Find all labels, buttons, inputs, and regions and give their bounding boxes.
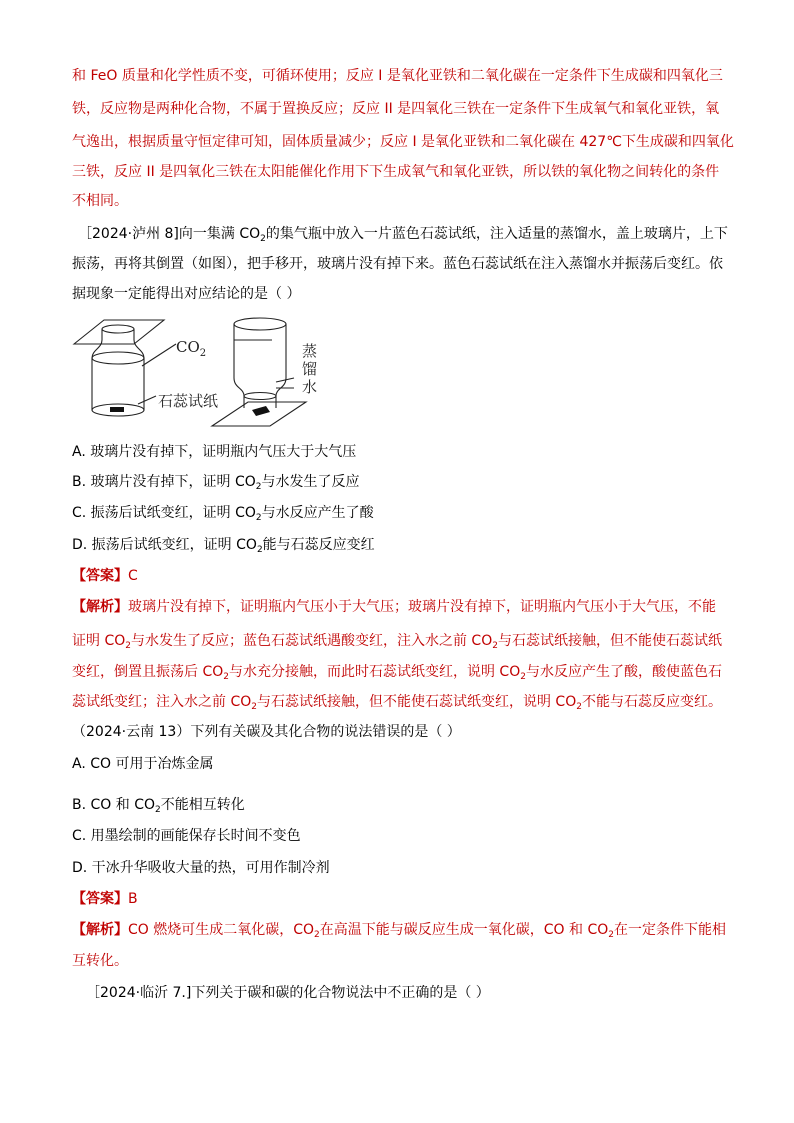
analysis-line: 证明 $CO_2$与水发生了反应；蓝色石蕊试纸遇酸变红，注入水之前 $CO_2$与石蕊试纸接触，但不能使石蕊试纸 <box>72 633 722 651</box>
option-d: D. 振荡后试纸变红，证明 $CO_2$能与石蕊反应变红 <box>72 537 375 555</box>
question-stem: ［2024·临沂 7.]下列关于碳和碳的化合物说法中不正确的是（ ） <box>86 985 490 1001</box>
analysis-line: 【解析】玻璃片没有掉下，证明瓶内气压小于大气压；玻璃片没有掉下，证明瓶内气压小于大气压，不能 <box>72 599 716 615</box>
question-stem: （2024·云南 13）下列有关碳及其化合物的说法错误的是（ ） <box>72 724 461 740</box>
analysis-line: 铁，反应物是两种化合物，不属于置换反应；反应 II 是四氧化三铁在一定条件下生成氧气和氧化亚铁，氧 <box>72 101 720 117</box>
analysis-line: 三铁，反应 II 是四氧化三铁在太阳能催化作用下下生成氧气和氧化亚铁，所以铁的氧化物之间转化的条件 <box>72 164 720 180</box>
option-d: D. 干冰升华吸收大量的热，可用作制冷剂 <box>72 860 330 876</box>
litmus-label: 石蕊试纸 <box>158 392 219 410</box>
analysis-line: 不相同。 <box>72 193 128 209</box>
analysis-line: 互转化。 <box>72 953 128 969</box>
water-label-2: 馏 <box>302 360 318 378</box>
question-stem: 据现象一定能得出对应结论的是（ ） <box>72 286 301 302</box>
question-stem: ［2024·泸州 8]向一集满 $CO_2$的集气瓶中放入一片蓝色石蕊试纸，注入适量的蒸馏水，盖上玻璃片，上下 <box>78 226 728 244</box>
litmus-paper-strip <box>110 407 124 412</box>
option-a: A. CO 可用于冶炼金属 <box>72 756 214 772</box>
option-a: A. 玻璃片没有掉下，证明瓶内气压大于大气压 <box>72 444 357 460</box>
option-b: B. 玻璃片没有掉下，证明 $CO_2$与水发生了反应 <box>72 474 360 492</box>
analysis-line: 蕊试纸变红；注入水之前 $CO_2$与石蕊试纸接触，但不能使石蕊试纸变红，说明 $CO_2$不能与石蕊反应变红。 <box>72 694 722 712</box>
question-stem: 振荡，再将其倒置（如图），把手移开，玻璃片没有掉下来。蓝色石蕊试纸在注入蒸馏水并振荡后变红。依 <box>72 256 723 272</box>
option-c: C. 用墨绘制的画能保存长时间不变色 <box>72 828 301 844</box>
answer-line: 【答案】C <box>72 568 138 584</box>
option-b: B. CO 和 $CO_2$不能相互转化 <box>72 797 245 815</box>
analysis-line: 变红，倒置且振荡后 $CO_2$与水充分接触，而此时石蕊试纸变红，说明 $CO_2$与水反应产生了酸，酸使蓝色石 <box>72 664 722 682</box>
analysis-line: 气逸出，根据质量守恒定律可知，固体质量减少；反应 I 是氧化亚铁和二氧化碳在 427℃下生成碳和四氧化 <box>72 134 734 150</box>
experiment-figure <box>72 316 362 428</box>
water-label-3: 水 <box>302 378 318 396</box>
analysis-line: 和 FeO 质量和化学性质不变，可循环使用；反应 I 是氧化亚铁和二氧化碳在一定条件下生成碳和四氧化三 <box>72 68 723 84</box>
water-label-1: 蒸 <box>302 342 318 360</box>
litmus-paper-inverted <box>252 406 270 416</box>
analysis-line: 【解析】CO 燃烧可生成二氧化碳，$CO_2$在高温下能与碳反应生成一氧化碳，CO 和 $CO_2$在一定条件下能相 <box>72 922 727 940</box>
answer-line: 【答案】B <box>72 891 138 907</box>
option-c: C. 振荡后试纸变红，证明 $CO_2$与水反应产生了酸 <box>72 505 374 523</box>
co2-label: $CO_2$ <box>176 338 207 359</box>
